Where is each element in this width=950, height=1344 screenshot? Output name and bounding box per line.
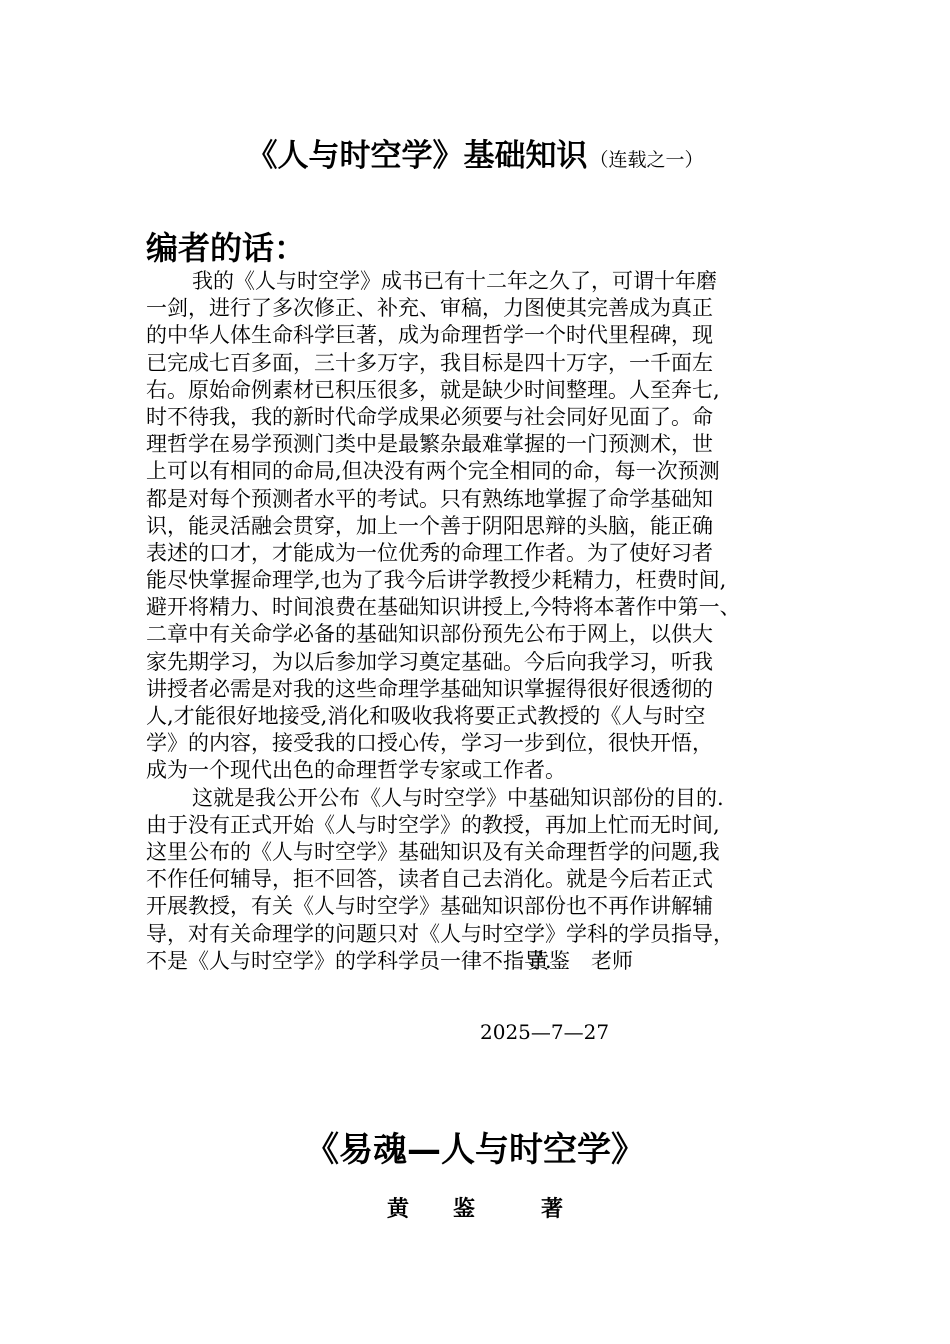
paragraph-line: 学》的内容，接受我的口授心传，学习一步到位，很快开悟， xyxy=(146,731,713,756)
paragraph-line: 我的《人与时空学》成书已有十二年之久了，可谓十年磨 xyxy=(192,269,717,293)
paragraph-line: 导，对有关命理学的问题只对《人与时空学》学科的学员指导， xyxy=(146,921,734,946)
paragraph-line: 都是对每个预测者水平的考试。只有熟练地掌握了命学基础知 xyxy=(146,486,713,511)
paragraph-line: 这里公布的《人与时空学》基础知识及有关命理哲学的问题,我 xyxy=(146,839,720,864)
editor-note-body xyxy=(146,268,816,975)
series-subtitle: （连载之一） xyxy=(589,149,704,171)
paragraph-line: 已完成七百多面，三十多万字，我目标是四十万字，一千面左 xyxy=(146,350,713,375)
book-title: 《易魂—人与时空学》 xyxy=(305,1130,645,1170)
page-title xyxy=(0,130,950,175)
paragraph-line: 这就是我公开公布《人与时空学》中基础知识部份的目的. xyxy=(192,785,724,810)
paragraph-line: 表述的口才，才能成为一位优秀的命理工作者。为了使好习者 xyxy=(146,540,713,565)
book-author: 黄 鉴 著 xyxy=(386,1197,563,1222)
editor-note-heading: 编者的话： xyxy=(146,229,307,267)
paragraph-line: 一剑，进行了多次修正、补充、审稿，力图使其完善成为真正 xyxy=(146,296,713,321)
paragraph-line: 人,才能很好地接受,消化和吸收我将要正式教授的《人与时空 xyxy=(146,704,706,728)
paragraph-line: 的中华人体生命科学巨著，成为命理哲学一个时代里程碑，现 xyxy=(146,323,713,348)
paragraph-line: 成为一个现代出色的命理哲学专家或工作者。 xyxy=(146,758,566,783)
paragraph-line: 避开将精力、时间浪费在基础知识讲授上,今特将本著作中第一、 xyxy=(146,595,741,620)
paragraph-line: 时不待我，我的新时代命学成果必须要与社会同好见面了。命 xyxy=(146,404,713,429)
paragraph-line: 识，能灵活融会贯穿，加上一个善于阴阳思辩的头脑，能正确 xyxy=(146,513,713,538)
paragraph-line: 不作任何辅导，拒不回答，读者自己去消化。就是今后若正式 xyxy=(146,867,713,892)
date: 2025—7—27 xyxy=(480,1020,610,1044)
paragraph-line: 讲授者必需是对我的这些命理学基础知识掌握得很好很透彻的 xyxy=(146,676,713,701)
series-title: 《人与时空学》基础知识 xyxy=(246,138,588,174)
paragraph-line: 由于没有正式开始《人与时空学》的教授，再加上忙而无时间, xyxy=(146,812,720,837)
paragraph-line: 家先期学习，为以后参加学习奠定基础。今后向我学习，听我 xyxy=(146,649,713,674)
paragraph-line: 上可以有相同的命局,但决没有两个完全相同的命，每一次预测 xyxy=(146,459,720,484)
paragraph-line: 不是《人与时空学》的学科学员一律不指导. xyxy=(146,948,552,973)
paragraph-line: 右。原始命例素材已积压很多，就是缺少时间整理。人至奔七, xyxy=(146,377,720,402)
paragraph-line: 二章中有关命学必备的基础知识部份预先公布于网上，以供大 xyxy=(146,622,713,647)
paragraph-line: 理哲学在易学预测门类中是最繁杂最难掌握的一门预测术，世 xyxy=(146,432,713,457)
paragraph-line: 能尽快掌握命理学,也为了我今后讲学教授少耗精力，枉费时间, xyxy=(146,568,727,593)
signature: 黄鉴 老师 xyxy=(528,949,633,973)
paragraph-line: 开展教授，有关《人与时空学》基础知识部份也不再作讲解辅 xyxy=(146,894,713,919)
